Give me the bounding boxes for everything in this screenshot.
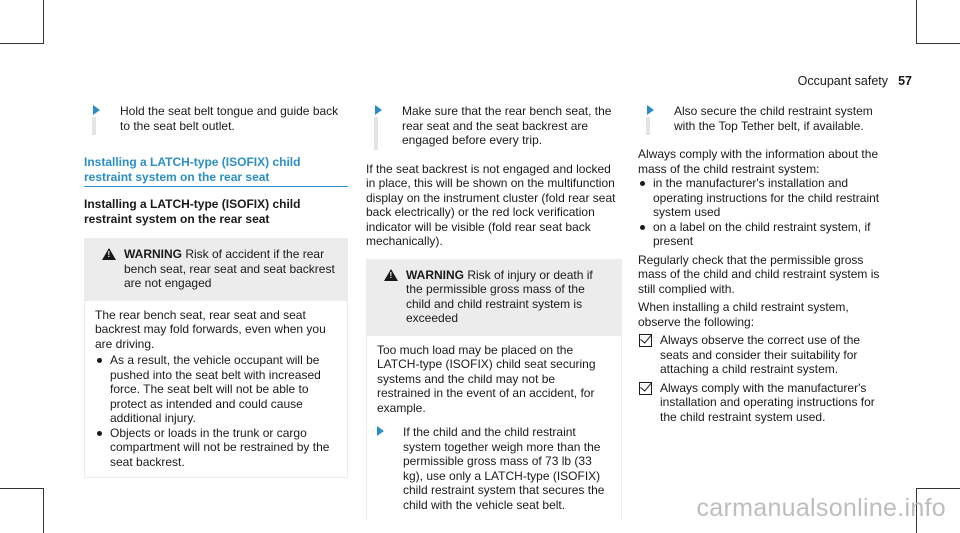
instruction-step (377, 425, 611, 512)
checklist-item-text: Always observe the correct use of the seats and consider their suitability for attaching a child restraint system. (660, 333, 861, 376)
column-2 (366, 104, 622, 520)
step-text: If the child and the child restraint system together weigh more than the permissible gross mass of 73 lb (33 kg), use only a LATCH-type (ISOFIX) child restraint system that secures the child with the vehicle seat belt. (403, 425, 605, 512)
checklist-item (638, 381, 892, 425)
list-item (638, 176, 892, 220)
list-item-text: on a label on the child restraint system, if present (653, 219, 871, 248)
crop-mark (43, 488, 44, 533)
list-item (95, 353, 337, 426)
column-1 (84, 104, 348, 478)
bullet-icon (97, 431, 102, 436)
checkmark-icon (639, 334, 652, 347)
warning-triangle-icon: ! (384, 269, 398, 281)
page-number: 57 (898, 74, 912, 88)
instruction-step (366, 104, 622, 148)
crop-mark (916, 43, 960, 44)
list-item (638, 220, 892, 249)
warning-box (84, 238, 348, 478)
checklist-item (638, 333, 892, 377)
list-item (95, 426, 337, 470)
paragraph: If the seat backrest is not engaged and locked in place, this will be shown on the multifunction display on the instrument cluster (fold rear seat back electrically) or the red lock verification indicator will be visible (fold rear seat back mechanically). (366, 161, 616, 248)
watermark: carmanualsonline.info (696, 494, 946, 522)
step-text: Make sure that the rear bench seat, the rear seat and the seat backrest are engaged before every trip. (402, 104, 612, 147)
paragraph: Always comply with the information about the mass of the child restraint system: (638, 147, 879, 176)
warning-body: The rear bench seat, rear seat and seat backrest may fold forwards, even when you are driving. (95, 307, 326, 351)
crop-mark (0, 488, 44, 489)
crop-mark (916, 0, 917, 44)
step-arrow-icon (647, 105, 654, 115)
step-arrow-icon (93, 105, 100, 115)
insert-heading: Installing a LATCH-type (ISOFIX) child restraint system on the rear seat (84, 155, 301, 184)
warning-label: WARNING (406, 267, 464, 282)
step-text: Hold the seat belt tongue and guide back to the seat belt outlet. (120, 104, 339, 133)
step-bar (374, 117, 378, 150)
step-bar (92, 117, 96, 135)
bullet-icon (640, 181, 645, 186)
step-arrow-icon (375, 105, 382, 115)
step-bar (646, 117, 650, 135)
section-title: Occupant safety (797, 74, 888, 88)
warning-title: Risk of injury or death if the permissible gross mass of the child and child restraint system is exceeded (406, 267, 593, 325)
checklist-item-text: Always comply with the manufacturer's installation and operating instructions for the child restraint system used. (660, 380, 875, 424)
warning-body: Too much load may be placed on the LATCH-type (ISOFIX) child seat securing systems and the child may not be restrained in the event of an accident, for example. (377, 342, 596, 415)
warning-triangle-icon: ! (102, 248, 116, 260)
heading-rule (84, 186, 348, 187)
list-item-text: Objects or loads in the trunk or cargo compartment will not be restrained by the seat backrest. (110, 425, 330, 469)
section-heading: Installing a LATCH-type (ISOFIX) child restraint system on the rear seat (84, 197, 301, 226)
crop-mark (916, 488, 960, 489)
step-text: Also secure the child restraint system with the Top Tether belt, if available. (674, 104, 873, 133)
warning-box (366, 259, 622, 521)
instruction-step (84, 104, 348, 133)
list-item-text: As a result, the vehicle occupant will be pushed into the seat belt with increased force. The seat belt will not be able to protect as intended and could cause additional injury. (110, 353, 321, 425)
bullet-icon (640, 225, 645, 230)
warning-title: Risk of accident if the rear bench seat, rear seat and seat backrest are not engaged (124, 247, 335, 290)
instruction-step (638, 104, 892, 133)
list-item-text: in the manufacturer's installation and operating instructions for the child restraint system used (653, 176, 880, 219)
column-3 (638, 104, 892, 424)
paragraph: Regularly check that the permissible gross mass of the child and child restraint system is still complied with. (638, 252, 880, 296)
crop-mark (0, 43, 44, 44)
paragraph: When installing a child restraint system, observe the following: (638, 300, 849, 329)
bullet-icon (97, 358, 102, 363)
warning-label: WARNING (124, 247, 182, 261)
step-arrow-icon (377, 426, 384, 436)
checkmark-icon (639, 382, 652, 395)
crop-mark (43, 0, 44, 44)
